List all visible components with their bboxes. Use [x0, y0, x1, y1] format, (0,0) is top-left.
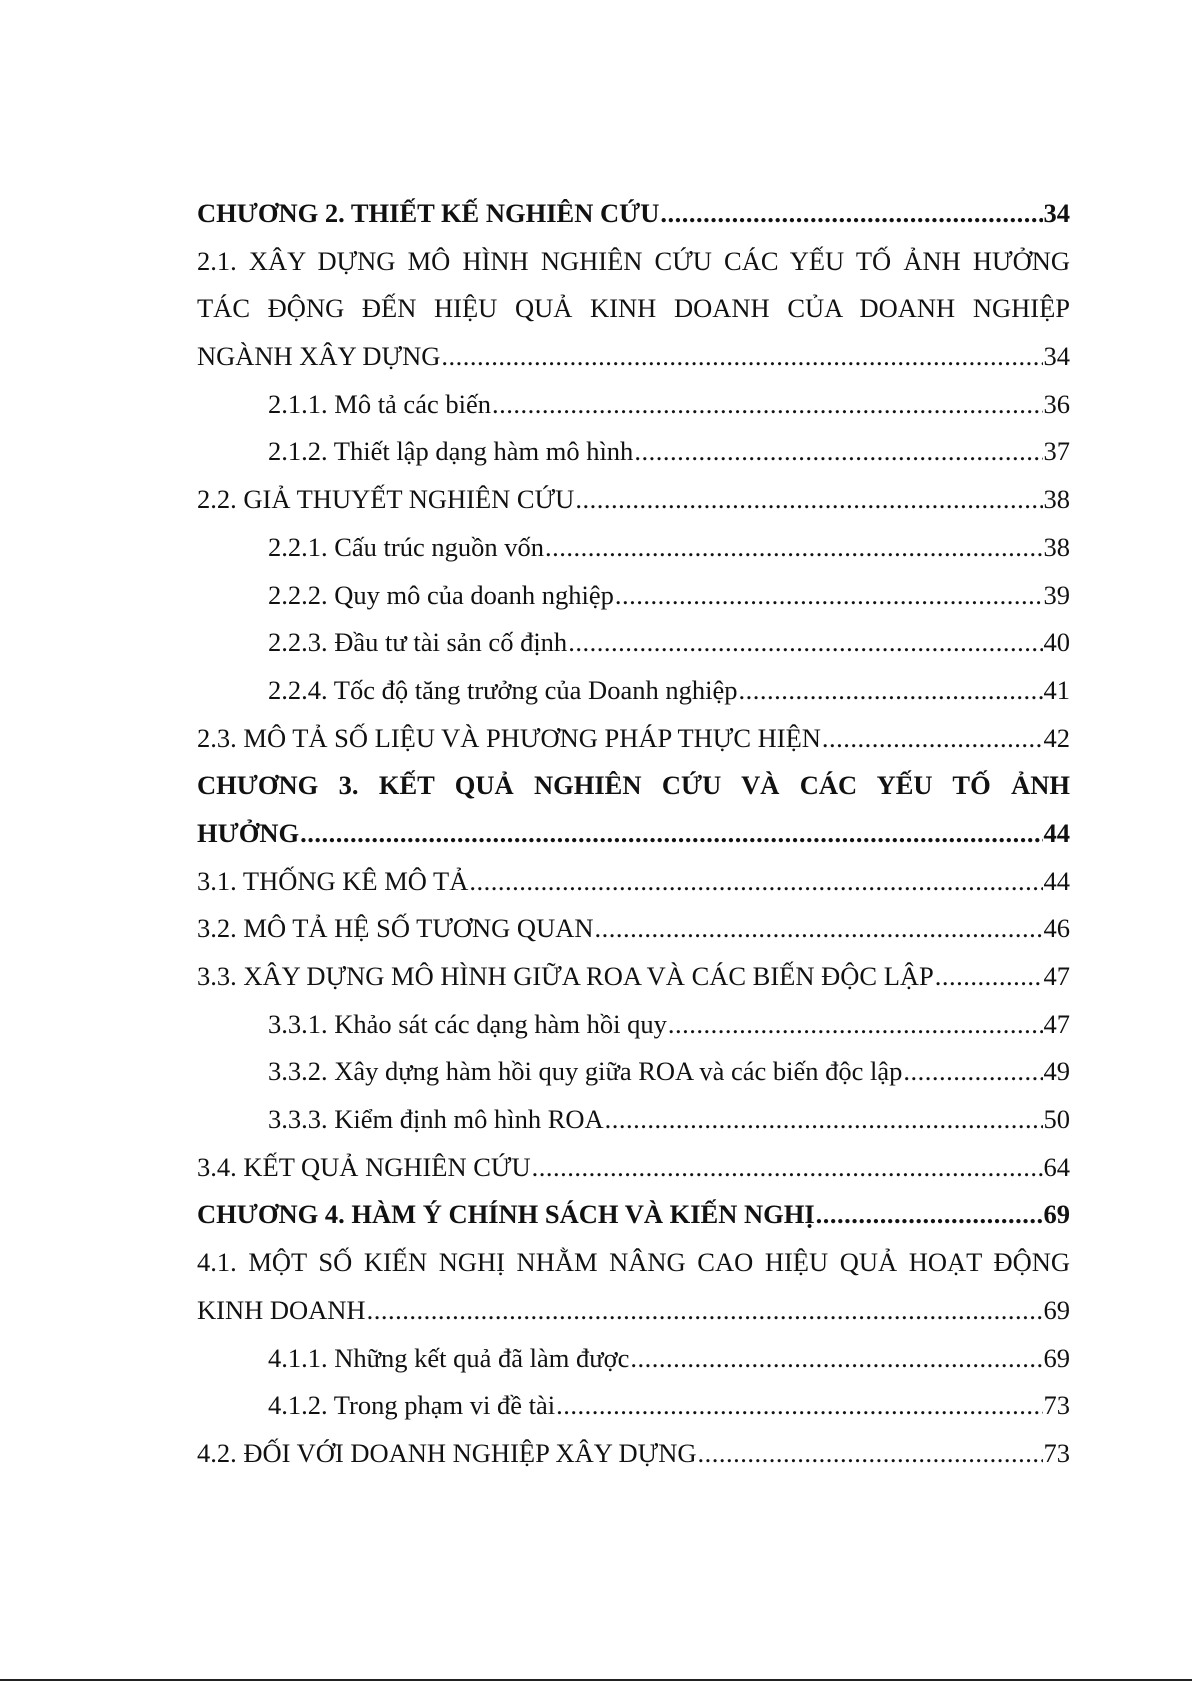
toc-page-number: 44 — [1043, 865, 1070, 896]
toc-page-number: 50 — [1043, 1104, 1070, 1135]
toc-entry-title: 2.1. XÂY DỰNG MÔ HÌNH NGHIÊN CỨU CÁC YẾU TỐ ẢNH HƯỞNG — [197, 245, 1070, 276]
dot-leader — [935, 953, 1043, 1001]
toc-entry-title: 2.1.1. Mô tả các biến — [268, 388, 491, 419]
toc-entry-title: 3.3.2. Xây dựng hàm hồi quy giữa ROA và các biến độc lập — [268, 1056, 903, 1087]
toc-entry[interactable] — [197, 285, 1070, 333]
toc-entry[interactable] — [197, 1335, 1070, 1383]
toc-page-number: 47 — [1043, 1008, 1070, 1039]
dot-leader — [300, 810, 1042, 858]
dot-leader — [469, 858, 1042, 906]
toc-entry-title: CHƯƠNG 4. HÀM Ý CHÍNH SÁCH VÀ KIẾN NGHỊ — [197, 1199, 815, 1230]
toc-entry-title: 3.3.1. Khảo sát các dạng hàm hồi quy — [268, 1008, 667, 1039]
toc-entry-title: 2.2.1. Cấu trúc nguồn vốn — [268, 531, 545, 562]
toc-entry[interactable] — [197, 524, 1070, 572]
toc-entry[interactable] — [197, 667, 1070, 715]
toc-entry[interactable] — [197, 1287, 1070, 1335]
toc-entry-title: 3.3. XÂY DỰNG MÔ HÌNH GIỮA ROA VÀ CÁC BIẾN ĐỘC LẬP — [197, 961, 934, 991]
toc-entry-title: CHƯƠNG 2. THIẾT KẾ NGHIÊN CỨU — [197, 198, 660, 228]
toc-entry[interactable] — [197, 238, 1070, 286]
dot-leader — [568, 619, 1042, 667]
toc-entry-title: 4.2. ĐỐI VỚI DOANH NGHIỆP XÂY DỰNG — [197, 1437, 697, 1468]
toc-entry-title: 3.1. THỐNG KÊ MÔ TẢ — [197, 865, 469, 896]
toc-page-number: 49 — [1043, 1056, 1070, 1087]
toc-entry-title: 4.1.2. Trong phạm vi đề tài — [268, 1390, 556, 1421]
toc-entry[interactable] — [197, 810, 1070, 858]
toc-entry-title: TÁC ĐỘNG ĐẾN HIỆU QUẢ KINH DOANH CỦA DOANH NGHIỆP — [197, 293, 1070, 324]
dot-leader — [660, 190, 1042, 238]
toc-page-number: 42 — [1043, 722, 1070, 753]
toc-page-number: 34 — [1043, 198, 1070, 228]
toc-entry[interactable] — [197, 381, 1070, 429]
toc-entry[interactable] — [197, 333, 1070, 381]
dot-leader — [668, 1001, 1043, 1049]
toc-entry[interactable] — [197, 1239, 1070, 1287]
toc-entry[interactable] — [197, 1430, 1070, 1478]
toc-entry[interactable] — [197, 190, 1070, 238]
toc-page-number: 37 — [1043, 436, 1070, 467]
toc-entry-title: 2.2.4. Tốc độ tăng trưởng của Doanh nghiệp — [268, 674, 738, 705]
dot-leader — [615, 572, 1043, 620]
toc-page-number: 73 — [1043, 1437, 1070, 1468]
toc-entry[interactable] — [197, 1382, 1070, 1430]
dot-leader — [738, 667, 1042, 715]
toc-entry[interactable] — [197, 1001, 1070, 1049]
toc-page-number: 34 — [1043, 341, 1070, 372]
toc-page-number: 69 — [1043, 1294, 1070, 1325]
dot-leader — [575, 476, 1042, 524]
toc-entry-title: 3.4. KẾT QUẢ NGHIÊN CỨU — [197, 1151, 531, 1182]
dot-leader — [605, 1096, 1043, 1144]
toc-entry-title: 2.2.3. Đầu tư tài sản cố định — [268, 627, 568, 658]
toc-entry-title: NGÀNH XÂY DỰNG — [197, 341, 441, 372]
toc-entry-title: HƯỞNG — [197, 817, 300, 848]
toc-page-number: 46 — [1043, 913, 1070, 944]
toc-page-number: 39 — [1043, 579, 1070, 610]
toc-page-number: 69 — [1043, 1199, 1070, 1230]
toc-page-number: 47 — [1043, 961, 1070, 991]
table-of-contents — [197, 190, 1070, 1478]
toc-entry-title: 3.3.3. Kiểm định mô hình ROA — [268, 1104, 604, 1135]
toc-entry[interactable] — [197, 858, 1070, 906]
toc-entry[interactable] — [197, 572, 1070, 620]
toc-page-number: 73 — [1043, 1390, 1070, 1421]
toc-entry-title: 2.3. MÔ TẢ SỐ LIỆU VÀ PHƯƠNG PHÁP THỰC HIỆN — [197, 722, 821, 753]
page-bottom-edge — [0, 1679, 1192, 1681]
dot-leader — [594, 905, 1042, 953]
dot-leader — [367, 1287, 1043, 1335]
toc-page-number: 38 — [1043, 484, 1070, 515]
toc-page-number: 40 — [1043, 627, 1070, 658]
dot-leader — [545, 524, 1042, 572]
dot-leader — [630, 1335, 1042, 1383]
toc-entry-title: 3.2. MÔ TẢ HỆ SỐ TƯƠNG QUAN — [197, 913, 594, 944]
toc-page-number: 44 — [1043, 817, 1070, 848]
dot-leader — [634, 428, 1042, 476]
dot-leader — [816, 1191, 1043, 1239]
toc-entry[interactable] — [197, 619, 1070, 667]
toc-entry-title: CHƯƠNG 3. KẾT QUẢ NGHIÊN CỨU VÀ CÁC YẾU TỐ ẢNH — [197, 770, 1070, 801]
toc-entry[interactable] — [197, 1096, 1070, 1144]
toc-entry[interactable] — [197, 953, 1070, 1001]
toc-entry-title: 4.1. MỘT SỐ KIẾN NGHỊ NHẰM NÂNG CAO HIỆU QUẢ HOẠT ĐỘNG — [197, 1247, 1070, 1278]
dot-leader — [556, 1382, 1042, 1430]
toc-page-number: 38 — [1043, 531, 1070, 562]
toc-entry[interactable] — [197, 1191, 1070, 1239]
toc-page-number: 64 — [1043, 1151, 1070, 1182]
dot-leader — [492, 381, 1043, 429]
toc-entry-title: 2.2.2. Quy mô của doanh nghiệp — [268, 579, 614, 610]
toc-entry[interactable] — [197, 1144, 1070, 1192]
toc-entry[interactable] — [197, 715, 1070, 763]
dot-leader — [532, 1144, 1043, 1192]
dot-leader — [698, 1430, 1043, 1478]
toc-page-number: 41 — [1043, 674, 1070, 705]
toc-entry[interactable] — [197, 428, 1070, 476]
toc-entry[interactable] — [197, 1048, 1070, 1096]
toc-entry[interactable] — [197, 762, 1070, 810]
toc-entry-title: KINH DOANH — [197, 1294, 366, 1325]
dot-leader — [822, 715, 1043, 763]
toc-page-number: 36 — [1043, 388, 1070, 419]
toc-entry[interactable] — [197, 476, 1070, 524]
toc-page-number: 69 — [1043, 1342, 1070, 1373]
dot-leader — [903, 1048, 1042, 1096]
toc-entry[interactable] — [197, 905, 1070, 953]
toc-entry-title: 4.1.1. Những kết quả đã làm được — [268, 1342, 630, 1373]
toc-entry-title: 2.2. GIẢ THUYẾT NGHIÊN CỨU — [197, 484, 575, 515]
toc-entry-title: 2.1.2. Thiết lập dạng hàm mô hình — [268, 436, 634, 467]
dot-leader — [441, 333, 1042, 381]
